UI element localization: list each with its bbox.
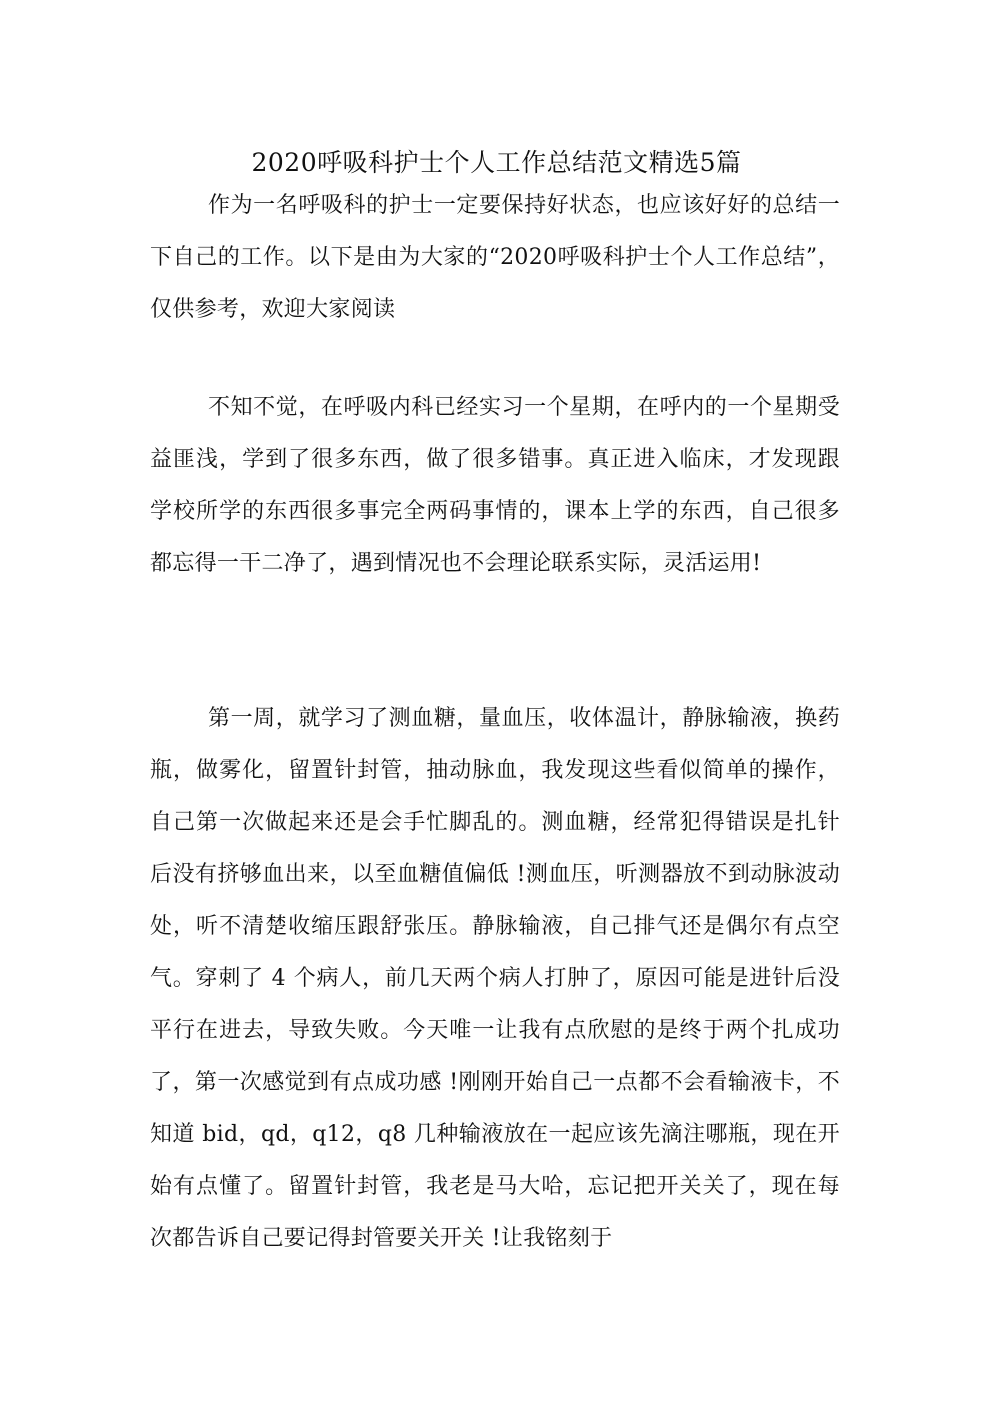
paragraph-first-week-skills xyxy=(150,693,840,1265)
paragraph-first-week-impression xyxy=(150,382,840,590)
paragraph-intro xyxy=(150,180,840,336)
paragraph-text: 不知不觉，在呼吸内科已经实习一个星期，在呼内的一个星期受益匪浅，学到了很多东西，做了很多错事。真正进入临床，才发现跟学校所学的东西很多事完全两码事情的，课本上学的东西，自己很多都忘得一干二净了，遇到情况也不会理论联系实际，灵活运用! xyxy=(150,395,840,576)
paragraph-text: 第一周，就学习了测血糖，量血压，收体温计，静脉输液，换药瓶，做雾化，留置针封管，抽动脉血，我发现这些看似简单的操作，自己第一次做起来还是会手忙脚乱的。测血糖，经常犯得错误是扎针后没有挤够血出来，以至血糖值偏低 !测血压，听测器放不到动脉波动处，听不清楚收缩压跟舒张压。静脉输液，自己排气还是偶尔有点空气。穿刺了 4 个病人，前几天两个病人打肿了，原因可能是进针后没平行在进去，导致失败。今天唯一让我有点欣慰的是终于两个扎成功了，第一次感觉到有点成功感 !刚刚开始自己一点都不会看输液卡，不知道 bid，qd，q12，q8 几种输液放在一起应该先滴注哪瓶，现在开始有点懂了。留置针封管，我老是马大哈，忘记把开关关了，现在每次都告诉自己要记得封管要关开关 !让我铭刻于 xyxy=(150,706,840,1251)
paragraph-text: 作为一名呼吸科的护士一定要保持好状态，也应该好好的总结一下自己的工作。以下是由为大家的“2020呼吸科护士个人工作总结”，仅供参考，欢迎大家阅读 xyxy=(150,193,840,322)
document-title: 2020呼吸科护士个人工作总结范文精选5篇 xyxy=(251,147,742,177)
